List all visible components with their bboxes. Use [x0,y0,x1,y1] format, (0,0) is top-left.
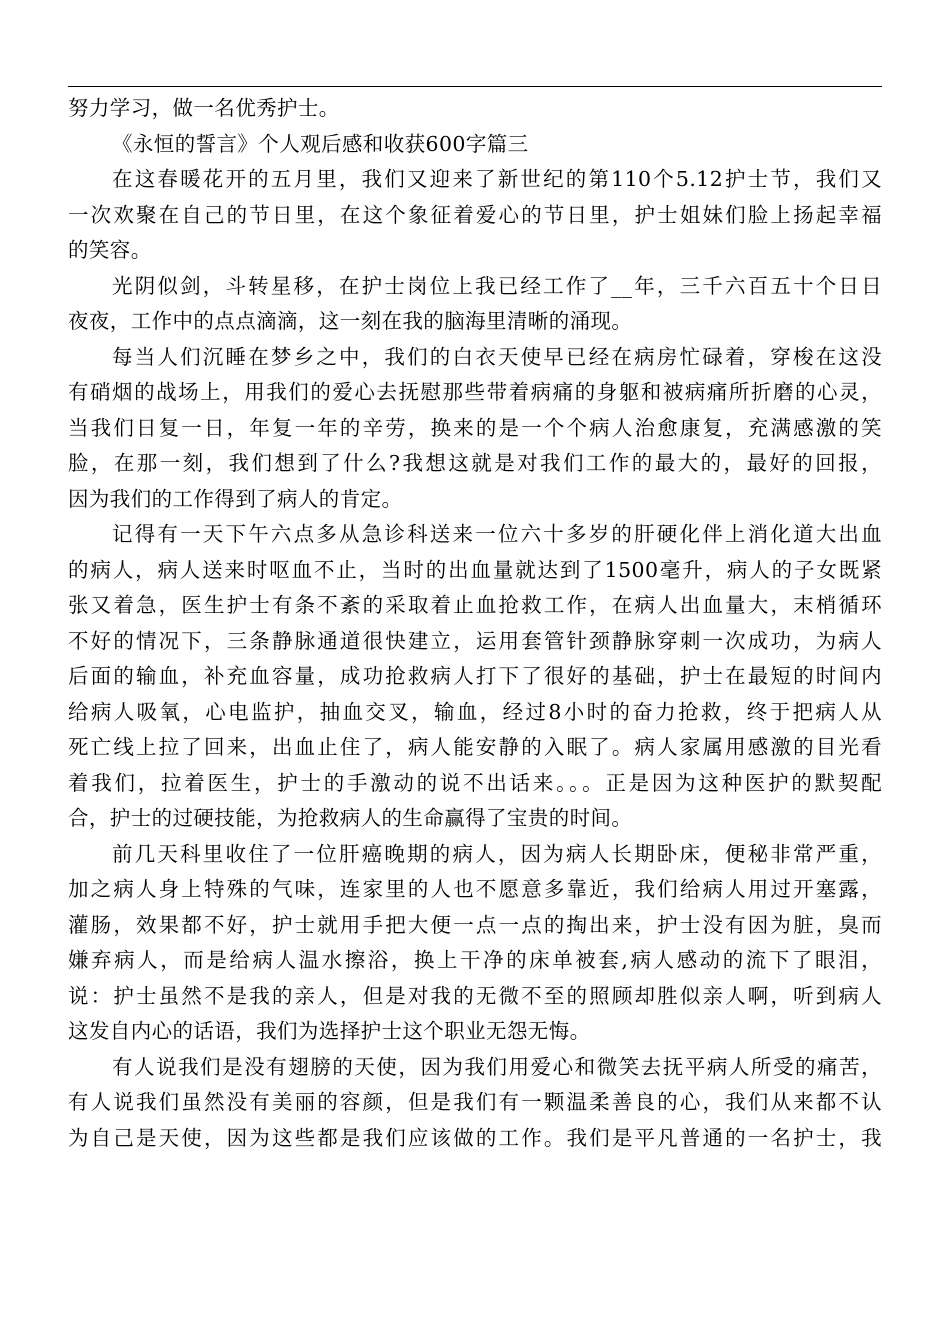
text-line: 一次欢聚在自己的节日里，在这个象征着爱心的节日里，护士姐妹们脸上扬起幸福 [68,202,882,227]
text-line: 说：护士虽然不是我的亲人，但是对我的无微不至的照顾却胜似亲人啊，听到病人 [68,983,882,1008]
text-line: 嫌弃病人，而是给病人温水擦浴，换上干净的床单被套,病人感动的流下了眼泪， [68,948,882,972]
header-rule [68,86,882,87]
text-line: 有硝烟的战场上，用我们的爱心去抚慰那些带着病痛的身躯和被病痛所折磨的心灵， [68,380,882,404]
text-line: 的病人，病人送来时呕血不止，当时的出血量就达到了1500毫升，病人的子女既紧 [68,557,882,582]
text-line: 有人说我们是没有翅膀的天使，因为我们用爱心和微笑去抚平病人所受的痛苦， [112,1054,882,1079]
text-line: 因为我们的工作得到了病人的肯定。 [68,486,403,511]
text-line: 给病人吸氧，心电监护，抽血交叉，输血，经过8小时的奋力抢救，终于把病人从 [68,699,882,724]
text-line: 灌肠，效果都不好，护士就用手把大便一点一点的掏出来，护士没有因为脏，臭而 [68,912,882,937]
text-line: 后面的输血，补充血容量，成功抢救病人打下了很好的基础，护士在最短的时间内 [68,664,882,688]
section-title: 《永恒的誓言》个人观后感和收获600字篇三 [112,131,529,156]
text-line: 加之病人身上特殊的气味，连家里的人也不愿意多靠近，我们给病人用过开塞露， [68,877,882,901]
text-line: 夜夜，工作中的点点滴滴，这一刻在我的脑海里清晰的涌现。 [68,309,633,333]
text-line: 在这春暖花开的五月里，我们又迎来了新世纪的第110个5.12护士节，我们又 [112,167,882,191]
text-line: 记得有一天下午六点多从急诊科送来一位六十多岁的肝硬化伴上消化道大出血 [112,522,882,546]
text-line: 前几天科里收住了一位肝癌晚期的病人，因为病人长期卧床，便秘非常严重， [112,841,882,866]
text-line: 的笑容。 [68,238,152,262]
text-line: 每当人们沉睡在梦乡之中，我们的白衣天使早已经在病房忙碌着，穿梭在这没 [112,344,882,369]
text-line: 死亡线上拉了回来，出血止住了，病人能安静的入眠了。病人家属用感激的目光看 [68,735,882,759]
text-line: 不好的情况下，三条静脉通道很快建立，运用套管针颈静脉穿刺一次成功，为病人 [68,628,882,653]
text-line: 努力学习，做一名优秀护士。 [68,96,340,120]
text-line: 着我们，拉着医生，护士的手激动的说不出话来。。。正是因为这种医护的默契配 [68,770,882,795]
text-line: 合，护士的过硬技能，为抢救病人的生命赢得了宝贵的时间。 [68,806,633,830]
text-line: 光阴似剑，斗转星移，在护士岗位上我已经工作了__年，三千六百五十个日日 [112,273,882,298]
document-body [68,91,882,1156]
text-line: 当我们日复一日，年复一年的辛劳，换来的是一个个病人治愈康复，充满感激的笑 [68,415,882,440]
text-line: 为自己是天使，因为这些都是我们应该做的工作。我们是平凡普通的一名护士，我 [68,1125,882,1150]
text-line: 有人说我们虽然没有美丽的容颜，但是我们有一颗温柔善良的心，我们从来都不认 [68,1090,882,1114]
text-line: 张又着急，医生护士有条不紊的采取着止血抢救工作，在病人出血量大，末梢循环 [68,593,882,617]
text-line: 脸，在那一刻，我们想到了什么?我想这就是对我们工作的最大的，最好的回报， [68,451,882,475]
text-line: 这发自内心的话语，我们为选择护士这个职业无怨无悔。 [68,1019,591,1043]
